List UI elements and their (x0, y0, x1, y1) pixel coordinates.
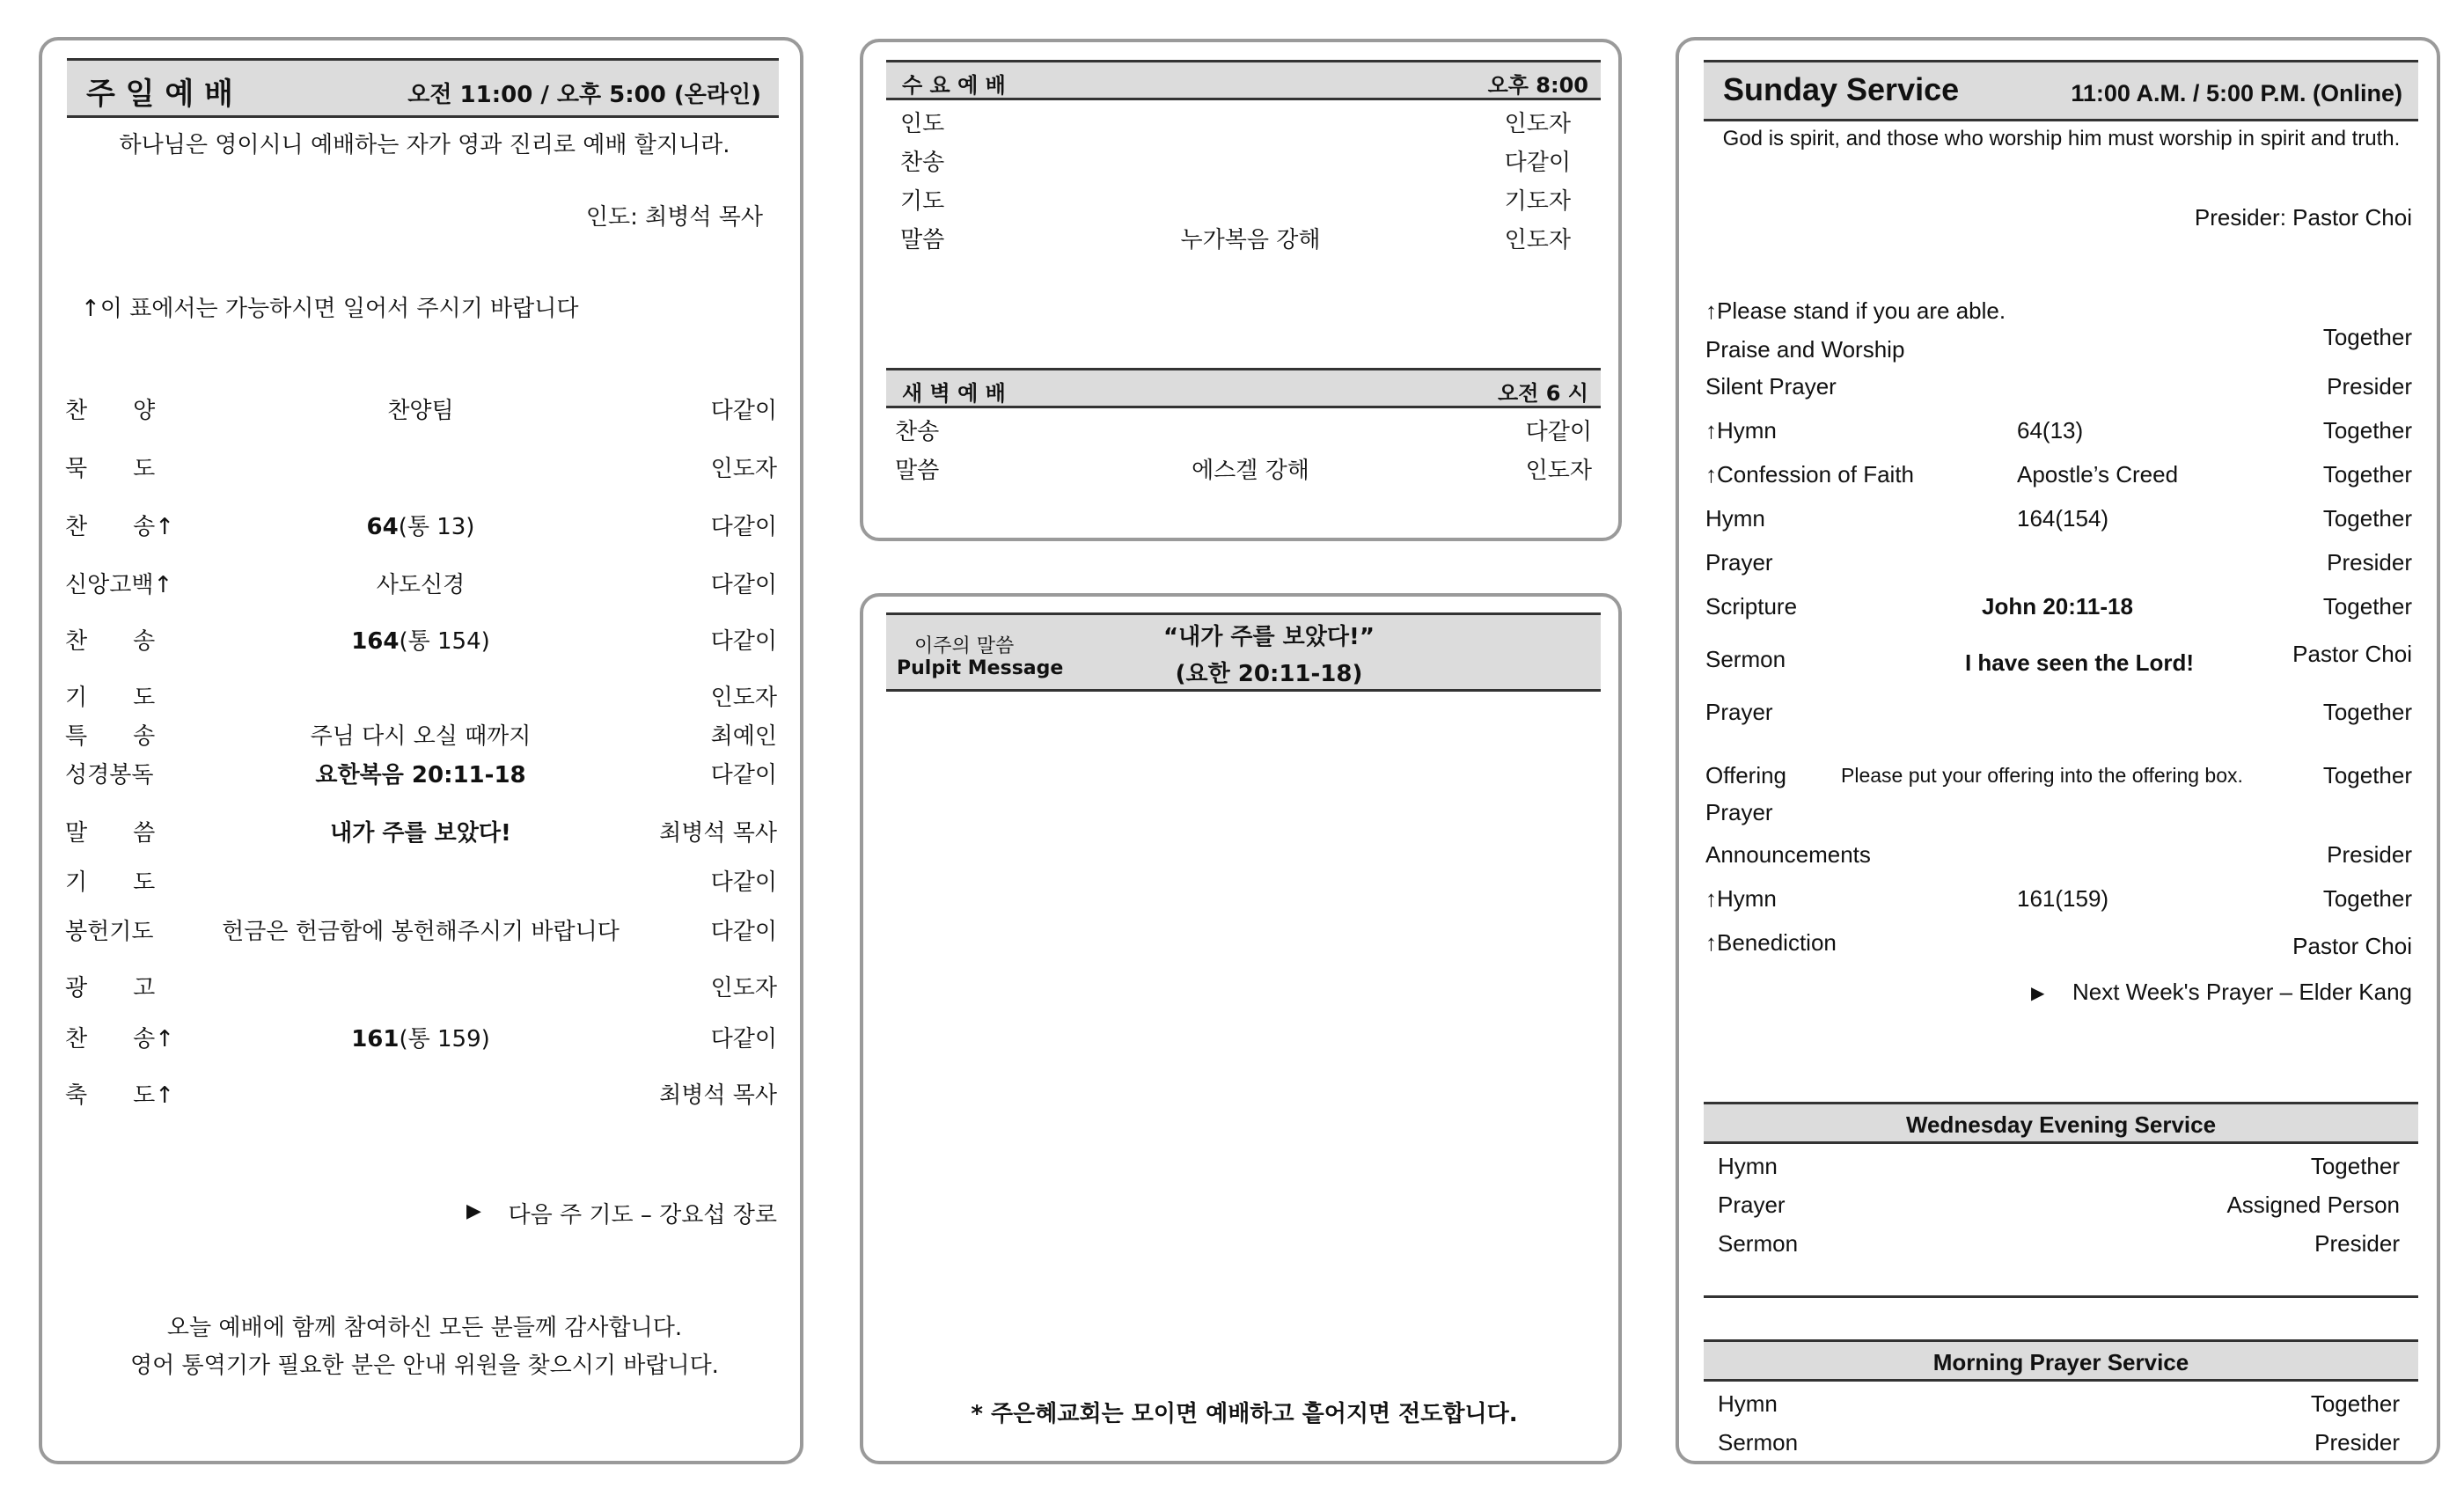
order-item-detail: Please put your offering into the offering box. (1841, 764, 2243, 787)
wednesday-item-name: 기도 (900, 188, 945, 215)
english-sunday-title: Sunday Service (1723, 71, 1960, 107)
wednesday-en-item-name: Prayer (1718, 1192, 1786, 1218)
morning-en-item-name: Hymn (1718, 1390, 1778, 1417)
korean-sunday-panel (39, 37, 803, 1464)
english-sunday-time: 11:00 A.M. / 5:00 P.M. (Online) (2071, 80, 2402, 106)
english-sunday-verse: God is spirit, and those who worship him must worship in spirit and truth. (1722, 127, 2401, 150)
order-item-name: 찬 송↑ (65, 514, 175, 540)
order-item-hymn-number: 164 (351, 628, 400, 655)
wednesday-item-name: 인도 (900, 111, 945, 137)
order-item-who: Presider (2327, 373, 2412, 400)
pulpit-footer: * 주은혜교회는 모이면 예배하고 흩어지면 전도합니다. (971, 1401, 1518, 1427)
order-item-name: Sermon (1705, 646, 1786, 672)
order-item-who: Together (2322, 699, 2412, 725)
order-item-name: 봉헌기도 (65, 919, 154, 945)
dawn-ko-header (886, 368, 1601, 408)
dawn-ko-time: 오전 6 시 (1498, 381, 1588, 406)
korean-thanks-line-2: 영어 통역기가 필요한 분은 안내 위원을 찾으시기 바랍니다. (130, 1353, 719, 1379)
order-item-who: 다같이 (710, 398, 777, 424)
order-item-detail: 요한복음 20:11-18 (315, 762, 526, 788)
order-item-who: Together (2322, 324, 2412, 350)
order-item-name: 묵 도 (65, 456, 156, 482)
wednesday-item-who: 기도자 (1504, 188, 1571, 215)
morning-en-title: Morning Prayer Service (1932, 1349, 2189, 1375)
morning-en-header (1704, 1339, 2418, 1382)
morning-en-item-name: Sermon (1718, 1429, 1799, 1456)
order-item-hymn-old-number: (통 154) (399, 628, 490, 655)
pulpit-header (886, 612, 1601, 692)
morning-en-item-who: Together (2310, 1390, 2400, 1417)
order-item-detail: 헌금은 헌금함에 봉헌해주시기 바랍니다 (222, 919, 620, 945)
korean-sunday-verse: 하나님은 영이시니 예배하는 자가 영과 진리로 예배 할지니라. (119, 132, 730, 158)
morning-en-item-who: Presider (2314, 1429, 2400, 1456)
order-item-who: Together (2322, 885, 2412, 912)
order-item-detail: 사도신경 (376, 572, 466, 598)
order-item-name: 기 도 (65, 685, 156, 711)
korean-sunday-header (67, 58, 779, 118)
order-item-detail (253, 1021, 588, 1053)
order-item-detail (253, 623, 588, 656)
wednesday-en-title: Wednesday Evening Service (1905, 1111, 2217, 1138)
order-item-name: 기 도 (65, 869, 156, 896)
order-item-name: 찬 양 (65, 398, 156, 424)
order-item-name: 찬 송↑ (65, 1026, 175, 1052)
order-item-name: Prayer (1705, 549, 1773, 576)
wednesday-item-who: 인도자 (1504, 111, 1571, 137)
wednesday-item-who: 인도자 (1504, 227, 1571, 253)
wednesday-en-item-who: Presider (2314, 1230, 2400, 1257)
english-sunday-header (1704, 60, 2418, 121)
order-item-detail: 주님 다시 오실 때까지 (310, 723, 532, 750)
order-item-name: Prayer (1705, 699, 1773, 725)
order-item-who: Presider (2327, 549, 2412, 576)
order-item-detail: Apostle’s Creed (2017, 461, 2179, 488)
order-item-who: 다같이 (710, 628, 777, 655)
order-item-who: 최병석 목사 (659, 820, 777, 847)
wednesday-en-item-who: Together (2310, 1153, 2400, 1179)
order-item-name: ↑Hymn (1705, 885, 1777, 912)
order-item-hymn-number: 161 (351, 1026, 400, 1052)
order-item-name: 신앙고백↑ (65, 572, 173, 598)
english-sunday-panel (1676, 37, 2440, 1464)
dawn-item-name: 찬송 (895, 419, 940, 445)
dawn-item-detail: 에스겔 강해 (1192, 458, 1309, 484)
order-item-who: 다같이 (710, 762, 777, 788)
dawn-item-name: 말씀 (895, 458, 940, 484)
wednesday-item-name: 찬송 (900, 150, 945, 176)
order-item-who: Pastor Choi (2292, 933, 2412, 959)
order-item-who: 인도자 (710, 685, 777, 711)
pulpit-reference: (요한 20:11-18) (1175, 661, 1363, 687)
korean-sunday-time: 오전 11:00 / 오후 5:00 (온라인) (407, 82, 761, 108)
english-sunday-presider: Presider: Pastor Choi (2194, 204, 2412, 231)
wednesday-item-name: 말씀 (900, 227, 945, 253)
order-item-name: Praise and Worship (1705, 336, 1905, 363)
order-item-who: 다같이 (710, 1026, 777, 1052)
pulpit-label-ko: 이주의 말씀 (914, 635, 1015, 657)
order-item-detail (253, 509, 588, 541)
wednesday-en-header (1704, 1102, 2418, 1144)
order-item-name: 말 씀 (65, 820, 156, 847)
korean-sunday-stand-note: ↑이 표에서는 가능하시면 일어서 주시기 바랍니다 (81, 296, 579, 322)
order-item-who: 인도자 (710, 456, 777, 482)
order-item-who: 최예인 (710, 723, 777, 750)
wednesday-en-item-name: Hymn (1718, 1153, 1778, 1179)
order-item-who: Together (2322, 593, 2412, 620)
order-item-who: 다같이 (710, 572, 777, 598)
pulpit-title: “내가 주를 보았다!” (1163, 624, 1375, 650)
order-item-who: 최병석 목사 (659, 1082, 777, 1109)
wednesday-item-detail: 누가복음 강해 (1180, 227, 1321, 253)
order-item-who: 다같이 (710, 919, 777, 945)
korean-sunday-title: 주 일 예 배 (86, 77, 233, 112)
order-item-detail: 찬양팀 (387, 398, 454, 424)
order-item-name: 성경봉독 (65, 762, 154, 788)
order-item-name: 축 도↑ (65, 1082, 175, 1109)
order-item-detail: 161(159) (2017, 885, 2109, 912)
order-item-who: 다같이 (710, 869, 777, 896)
korean-next-week-arrow: ▶ (466, 1200, 481, 1222)
order-item-name: 찬 송 (65, 628, 156, 655)
wednesday-item-who: 다같이 (1504, 150, 1571, 176)
order-item-name: ↑Confession of Faith (1705, 461, 1915, 488)
wednesday-en-bottom-rule (1704, 1295, 2418, 1298)
order-item-detail: 164(154) (2017, 505, 2109, 532)
order-item-name: 광 고 (65, 975, 156, 1001)
order-item-who: Presider (2327, 841, 2412, 868)
order-item-name: ↑Hymn (1705, 417, 1777, 444)
korean-next-week: 다음 주 기도 – 강요섭 장로 (508, 1202, 777, 1228)
order-item-who: 인도자 (710, 975, 777, 1001)
order-item-hymn-number: 64 (366, 514, 399, 540)
korean-thanks-line-1: 오늘 예배에 함께 참여하신 모든 분들께 감사합니다. (166, 1315, 683, 1341)
wednesday-en-item-who: Assigned Person (2226, 1192, 2400, 1218)
order-item-who: Pastor Choi (2292, 641, 2412, 667)
order-item-name: Scripture (1705, 593, 1798, 620)
order-item-detail: John 20:11-18 (1982, 593, 2133, 620)
english-next-week: Next Week's Prayer – Elder Kang (2072, 979, 2412, 1005)
order-item-name: Offering (1705, 762, 1787, 788)
wednesday-ko-header (886, 60, 1601, 100)
dawn-item-who: 다같이 (1525, 419, 1592, 445)
dawn-item-who: 인도자 (1525, 458, 1592, 484)
korean-weekday-panel (860, 39, 1622, 541)
order-item-hymn-old-number: (통 159) (399, 1026, 490, 1052)
order-item-who: Together (2322, 762, 2412, 788)
order-item-who: Together (2322, 505, 2412, 532)
order-item-detail: I have seen the Lord! (1964, 649, 2195, 676)
order-item-name: Prayer (1705, 799, 1773, 825)
order-item-name: Silent Prayer (1705, 373, 1837, 400)
order-item-who: Together (2322, 417, 2412, 444)
pulpit-message-panel (860, 593, 1622, 1464)
order-item-name: ↑Benediction (1705, 929, 1837, 956)
dawn-ko-title: 새 벽 예 배 (902, 381, 1006, 406)
korean-sunday-presider: 인도: 최병석 목사 (585, 204, 763, 231)
pulpit-label-en: Pulpit Message (897, 657, 1064, 679)
order-item-name: Hymn (1705, 505, 1765, 532)
english-sunday-stand-note: ↑Please stand if you are able. (1705, 297, 2006, 324)
english-next-week-arrow: ▶ (2031, 984, 2045, 1003)
order-item-hymn-old-number: (통 13) (398, 514, 475, 540)
order-item-who: 다같이 (710, 514, 777, 540)
wednesday-en-item-name: Sermon (1718, 1230, 1799, 1257)
order-item-name: 특 송 (65, 723, 156, 750)
order-item-detail: 64(13) (2017, 417, 2084, 444)
order-item-name: Announcements (1705, 841, 1871, 868)
wednesday-ko-time: 오후 8:00 (1487, 73, 1588, 98)
order-item-detail: 내가 주를 보았다! (330, 820, 511, 847)
wednesday-ko-title: 수 요 예 배 (902, 73, 1006, 98)
order-item-who: Together (2322, 461, 2412, 488)
